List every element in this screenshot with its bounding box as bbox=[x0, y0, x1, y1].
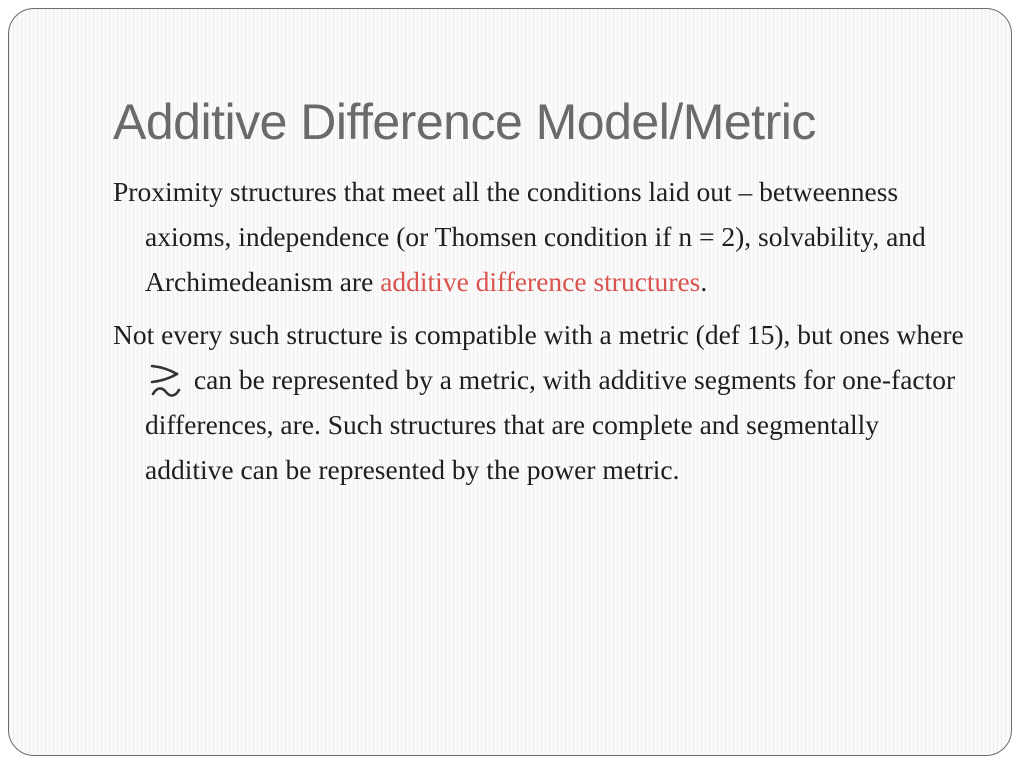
paragraph1-text: Proximity structures that meet all the conditions laid out – betweenness axioms, independence (or Thomsen condition if n = 2), solvability, and Archimedeanism are bbox=[113, 176, 926, 297]
slide-title: Additive Difference Model/Metric bbox=[113, 94, 816, 150]
slide-frame bbox=[8, 8, 1012, 756]
paragraph2-text-start: Not every such structure is compatible with a metric (def 15), but ones where bbox=[113, 319, 964, 350]
paragraph-additive-difference bbox=[113, 169, 973, 304]
highlight-additive-difference-structures: additive difference structures bbox=[380, 266, 701, 297]
paragraph2-text-end: can be represented by a metric, with additive segments for one-factor differences, are. Such structures that are complete and segmentally additive can be represented by the power metric. bbox=[145, 364, 956, 485]
succeeds-or-equivalent-icon bbox=[147, 361, 185, 401]
paragraph-metric bbox=[113, 312, 973, 492]
paragraph1-end: . bbox=[700, 266, 708, 297]
slide-body bbox=[113, 169, 973, 500]
